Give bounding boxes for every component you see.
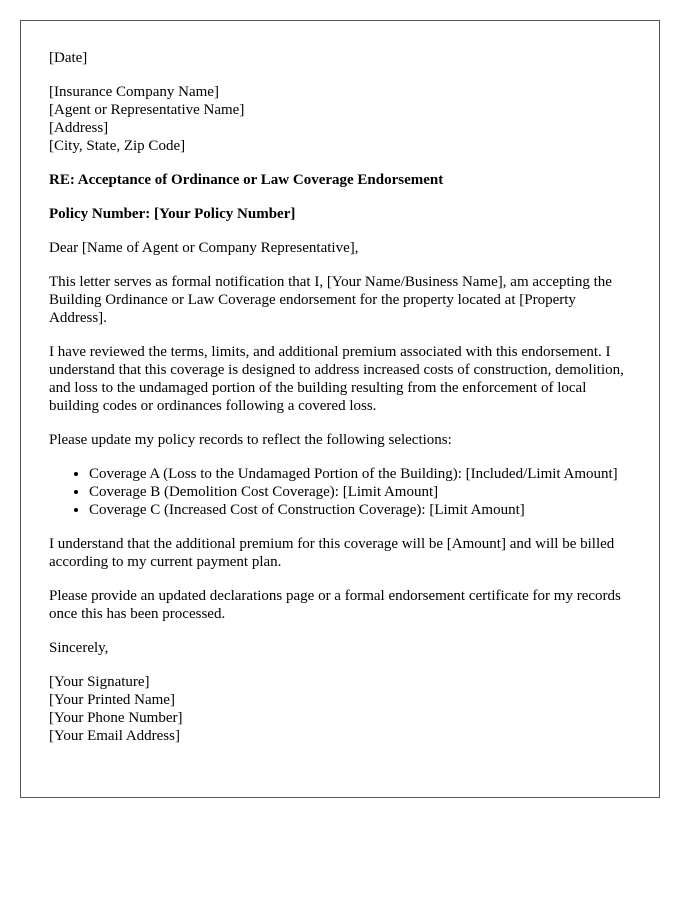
closing: Sincerely, xyxy=(49,640,109,656)
salutation: Dear [Name of Agent or Company Representative], xyxy=(49,240,359,256)
coverage-selection-list xyxy=(49,465,634,519)
recipient-city-state-zip: [City, State, Zip Code] xyxy=(49,138,186,154)
policy-number-line: Policy Number: [Your Policy Number] xyxy=(49,206,296,222)
list-item: • Coverage C (Increased Cost of Construction Coverage): [Limit Amount] xyxy=(89,501,634,519)
signature-block xyxy=(49,673,634,745)
paragraph-premium: I understand that the additional premium for this coverage will be [Amount] and will be billed according to my current payment plan. xyxy=(49,536,615,570)
recipient-company: [Insurance Company Name] xyxy=(49,84,219,100)
phone-line: [Your Phone Number] xyxy=(49,710,183,726)
email-line: [Your Email Address] xyxy=(49,728,180,744)
paragraph-update-request: Please update my policy records to reflect the following selections: xyxy=(49,432,452,448)
printed-name-line: [Your Printed Name] xyxy=(49,692,175,708)
recipient-agent: [Agent or Representative Name] xyxy=(49,102,245,118)
letter-body xyxy=(49,49,634,761)
subject-line: RE: Acceptance of Ordinance or Law Coverage Endorsement xyxy=(49,172,444,188)
recipient-address-block xyxy=(49,83,634,155)
paragraph-declarations: Please provide an updated declarations page or a formal endorsement certificate for my records once this has been processed. xyxy=(49,588,621,622)
letter-date: [Date] xyxy=(49,50,88,66)
signature-line: [Your Signature] xyxy=(49,674,150,690)
letter-page xyxy=(20,20,660,798)
list-item: • Coverage B (Demolition Cost Coverage): [Limit Amount] xyxy=(89,483,634,501)
paragraph-review: I have reviewed the terms, limits, and additional premium associated with this endorsement. I understand that this coverage is designed to address increased costs of construction, demolition, and loss to the undamaged portion of the building resulting from the enforcement of local building codes or ordinances following a covered loss. xyxy=(49,344,624,414)
recipient-address: [Address] xyxy=(49,120,109,136)
list-item: • Coverage A (Loss to the Undamaged Portion of the Building): [Included/Limit Amount] xyxy=(89,465,634,483)
paragraph-notification: This letter serves as formal notification that I, [Your Name/Business Name], am accepting the Building Ordinance or Law Coverage endorsement for the property located at [Property Address]. xyxy=(49,274,612,326)
